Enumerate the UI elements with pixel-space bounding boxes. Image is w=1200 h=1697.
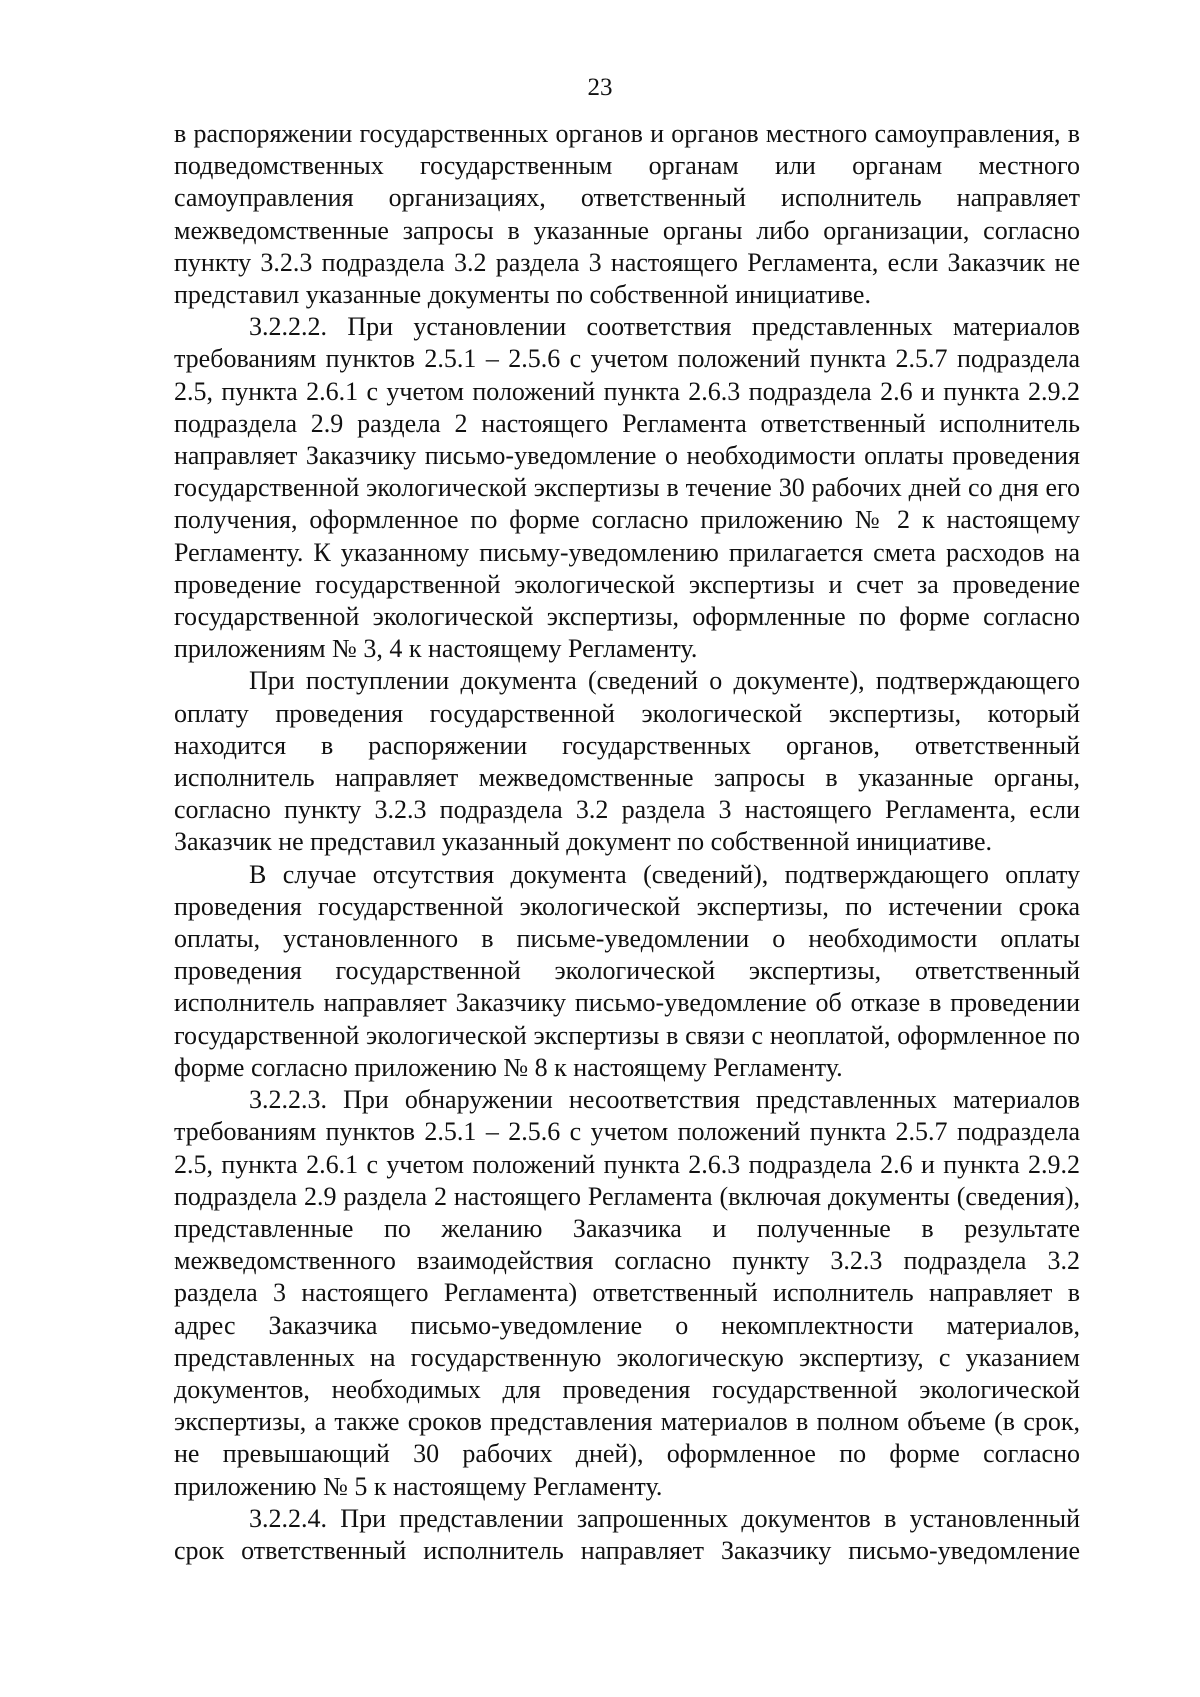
paragraph-3-2-2-3: 3.2.2.3. При обнаружении несоответствия представленных материалов требованиям пунктов 2.5.1 – 2.5.6 с учетом положений пункта 2.5.7 подраздела 2.5, пункта 2.6.1 с учетом положений пункта 2.6.3 подраздела 2.6 и пункта 2.9.2 подраздела 2.9 раздела 2 настоящего Регламента (включая документы (сведения), представленные по желанию Заказчика и полученные в результате межведомственного взаимодействия согласно пункту 3.2.3 подраздела 3.2 раздела 3 настоящего Регламента) ответственный исполнитель направляет в адрес Заказчика письмо-уведомление о некомплектности материалов, представленных на государственную экологическую экспертизу, с указанием документов, необходимых для проведения государственной экологической экспертизы, а также сроков представления материалов в полном объеме (в срок, не превышающий 30 рабочих дней), оформленное по форме согласно приложению № 5 к настоящему Регламенту. bbox=[174, 1085, 1080, 1501]
paragraph-continuation: в распоряжении государственных органов и органов местного самоуправления, в подведомственных государственным органам или органам местного самоуправления организациях, ответственный исполнитель направляет межведомственные запросы в указанные органы либо организации, согласно пункту 3.2.3 подраздела 3.2 раздела 3 настоящего Регламента, если Заказчик не представил указанные документы по собственной инициативе. bbox=[174, 119, 1080, 310]
paragraph-payment-receipt: При поступлении документа (сведений о документе), подтверждающего оплату проведения государственной экологической экспертизы, который находится в распоряжении государственных органов, ответственный исполнитель направляет межведомственные запросы в указанные органы, согласно пункту 3.2.3 подраздела 3.2 раздела 3 настоящего Регламента, если Заказчик не представил указанный документ по собственной инициативе. bbox=[174, 666, 1080, 857]
paragraph-payment-absence: В случае отсутствия документа (сведений), подтверждающего оплату проведения государственной экологической экспертизы, по истечении срока оплаты, установленного в письме-уведомлении о необходимости оплаты проведения государственной экологической экспертизы, ответственный исполнитель направляет Заказчику письмо-уведомление об отказе в проведении государственной экологической экспертизы в связи с неоплатой, оформленное по форме согласно приложению № 8 к настоящему Регламенту. bbox=[174, 859, 1080, 1082]
paragraph-3-2-2-2: 3.2.2.2. При установлении соответствия представленных материалов требованиям пунктов 2.5.1 – 2.5.6 с учетом положений пункта 2.5.7 подраздела 2.5, пункта 2.6.1 с учетом положений пункта 2.6.3 подраздела 2.6 и пункта 2.9.2 подраздела 2.9 раздела 2 настоящего Регламента ответственный исполнитель направляет Заказчику письмо-уведомление о необходимости оплаты проведения государственной экологической экспертизы в течение 30 рабочих дней со дня его получения, оформленное по форме согласно приложению № 2 к настоящему Регламенту. К указанному письму-уведомлению прилагается смета расходов на проведение государственной экологической экспертизы и счет за проведение государственной экологической экспертизы, оформленные по форме согласно приложениям № 3, 4 к настоящему Регламенту. bbox=[174, 312, 1080, 664]
document-body bbox=[174, 118, 1080, 1567]
paragraph-3-2-2-4: 3.2.2.4. При представлении запрошенных документов в установленный срок ответственный исполнитель направляет Заказчику письмо-уведомление bbox=[174, 1503, 1080, 1565]
page-number: 23 bbox=[587, 74, 613, 101]
